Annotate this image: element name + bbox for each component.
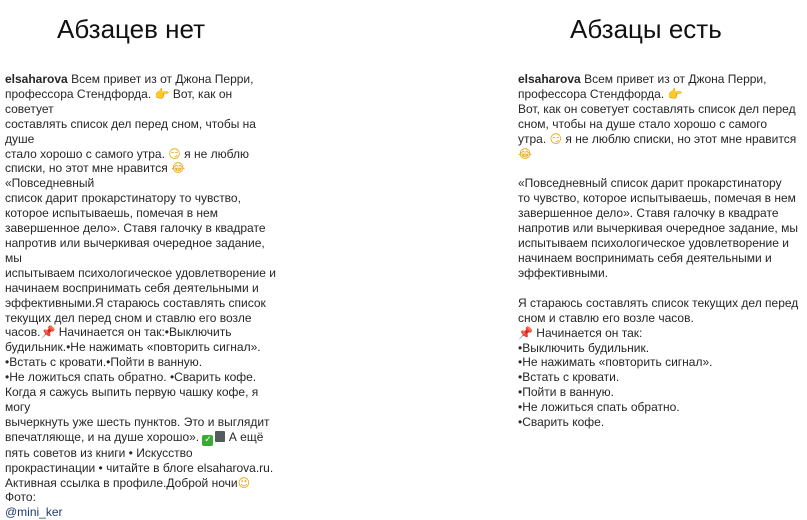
caption-line: вычеркнуть уже шесть пунктов. Это и выглядит — [5, 414, 270, 429]
caption-line: начинаем воспринимать себя деятельными и — [518, 250, 772, 265]
pushpin-icon: 📌 — [518, 325, 533, 340]
caption-line: завершенное дело». Ставя галочку в квадрате — [518, 206, 779, 221]
caption-line: прокрастинации • читайте в блоге elsaharova.ru. — [5, 460, 274, 475]
photo-credit-mention[interactable]: @mini_ker — [5, 505, 63, 520]
caption-line: Активная ссылка в профиле.Доброй ночи😉 Фото: — [5, 475, 251, 505]
caption-line — [518, 147, 801, 162]
caption-line: •Сварить кофе. — [518, 415, 605, 430]
caption-line: «Повседневный список дарит прокарстинатору — [518, 176, 782, 191]
paragraph-gap — [518, 161, 801, 176]
caption-line: Я стараюсь составлять список текущих дел перед — [518, 295, 799, 310]
caption-line: текущих дел перед сном и ставлю его возле — [5, 310, 252, 325]
caption-line: завершенное дело». Ставя галочку в квадрате — [5, 221, 266, 236]
caption-line: сном, чтобы на душе стало хорошо с самого — [518, 116, 768, 131]
paragraph-gap — [518, 281, 801, 296]
caption-line: •Встать с кровати.•Пойти в ванную. — [5, 355, 203, 370]
caption-line: elsaharova Всем привет из от Джона Перри, — [518, 72, 767, 86]
caption-line: •Встать с кровати. — [518, 370, 620, 385]
caption-line: будильник.•Не нажимать «повторить сигнал». — [5, 340, 261, 355]
caption-line: •Не ложиться спать обратно. •Сварить кофе. — [5, 370, 257, 385]
check-mark-icon: ✓ — [204, 434, 212, 445]
post-caption-no-paragraphs — [5, 72, 277, 520]
pointing-hand-icon: 👉 — [667, 86, 683, 101]
smirk-face-icon: 😏 — [168, 146, 181, 161]
caption-line: список дарит прокарстинатору то чувство, — [5, 191, 241, 206]
caption-line: стало хорошо с самого утра. 😏 я не люблю — [5, 146, 249, 161]
pushpin-icon: 📌 — [40, 325, 56, 340]
caption-line: составлять список дел перед сном, чтобы на душе — [5, 116, 256, 146]
caption-line: эффективными. — [518, 265, 609, 280]
post-caption-with-paragraphs — [518, 72, 801, 430]
caption-line: Вот, как он советует составлять список дел перед — [518, 101, 796, 116]
caption-line: начинаем воспринимать себя деятельными и — [5, 280, 259, 295]
username-link[interactable]: elsaharova — [518, 72, 581, 86]
caption-line: списки, но этот мне нравится 😂 «Повседневный — [5, 161, 186, 191]
wink-face-icon: 😉 — [237, 475, 251, 490]
book-icon — [215, 431, 225, 442]
smirk-face-icon: 😏 — [549, 131, 563, 146]
caption-line: 📌 Начинается он так: — [518, 325, 643, 340]
laughing-face-icon: 😂 — [518, 146, 533, 161]
caption-line: напротив или вычеркивая очередное задание, мы — [5, 235, 265, 265]
caption-line: профессора Стендфорда. 👉 — [518, 86, 683, 101]
caption-line: которое испытываешь, помечая в нем — [5, 206, 218, 221]
caption-line: впечатляюще, и на душе хорошо». ✓ А ещё — [5, 429, 264, 445]
caption-line: испытываем психологическое удовлетворение и — [518, 236, 789, 251]
caption-line: •Не нажимать «повторить сигнал». — [518, 355, 713, 370]
caption-line: •Выключить будильник. — [518, 340, 650, 355]
username-link[interactable]: elsaharova — [5, 72, 68, 86]
caption-line: то чувство, которое испытываешь, помечая в нем — [518, 191, 796, 206]
caption-line: •Пойти в ванную. — [518, 385, 614, 400]
caption-line — [5, 505, 277, 520]
caption-line: утра. 😏 я не люблю списки, но этот мне нравится — [518, 131, 797, 146]
heading-no-paragraphs: Абзацев нет — [57, 14, 206, 44]
caption-line: профессора Стендфорда. 👉 Вот, как он советует — [5, 86, 233, 116]
caption-line: •Не ложиться спать обратно. — [518, 400, 680, 415]
caption-line: часов.📌 Начинается он так:•Выключить — [5, 325, 232, 340]
caption-line: испытываем психологическое удовлетворение и — [5, 265, 276, 280]
caption-line: Когда я сажусь выпить первую чашку кофе, я могу — [5, 385, 259, 414]
caption-line: напротив или вычеркивая очередное задание, мы — [518, 221, 798, 236]
caption-line: elsaharova Всем привет из от Джона Перри, — [5, 72, 254, 86]
laughing-face-icon: 😂 — [171, 161, 186, 176]
pointing-hand-icon: 👉 — [154, 86, 170, 101]
caption-line: пять советов из книги • Искусство — [5, 445, 193, 460]
caption-line: сном и ставлю его возле часов. — [518, 310, 694, 325]
caption-line: эффективными.Я стараюсь составлять список — [5, 295, 266, 310]
heading-with-paragraphs: Абзацы есть — [570, 14, 722, 44]
